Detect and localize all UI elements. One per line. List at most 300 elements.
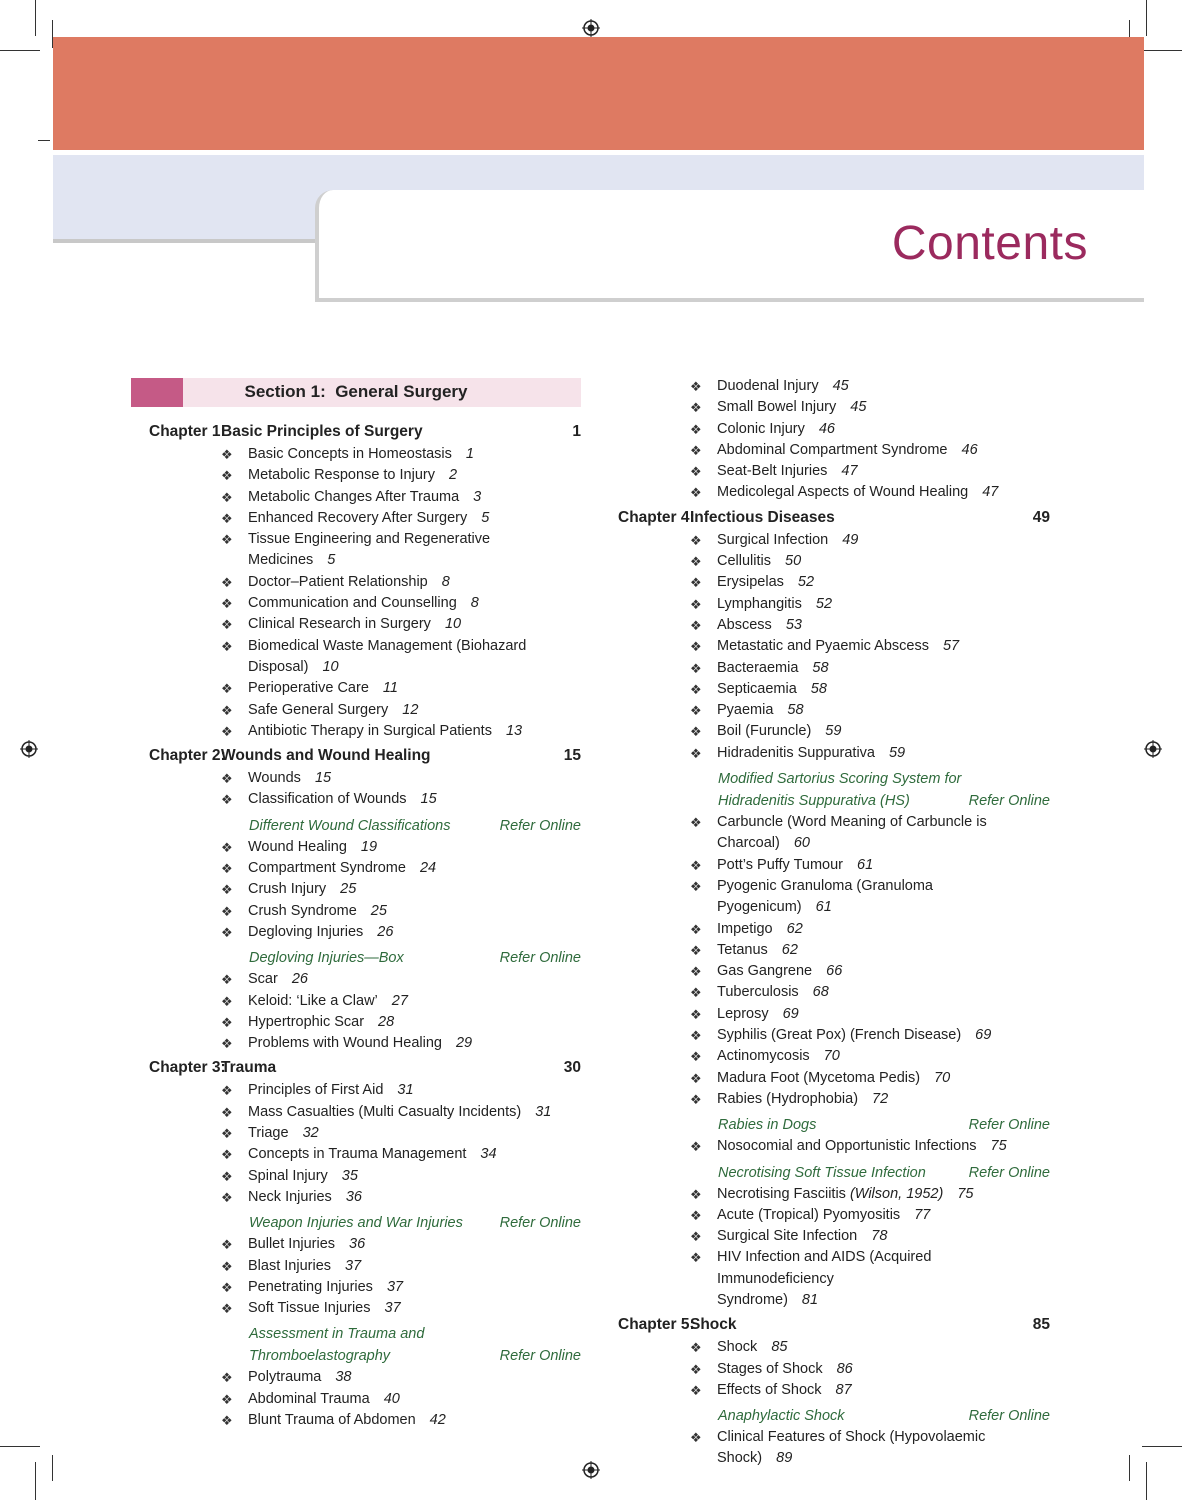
toc-item-title: Rabies (Hydrophobia) bbox=[717, 1090, 859, 1107]
toc-item bbox=[600, 461, 1050, 482]
diamond-bullet-icon: ❖ bbox=[221, 1126, 233, 1142]
contents-right-column bbox=[600, 376, 1050, 1470]
toc-item-title: Crush Injury bbox=[248, 881, 327, 898]
diamond-bullet-icon: ❖ bbox=[690, 921, 702, 937]
section-title bbox=[131, 382, 581, 402]
toc-item-page: 31 bbox=[535, 1103, 552, 1120]
toc-item-page: 89 bbox=[776, 1450, 793, 1467]
chapter-title: Infectious Diseases bbox=[690, 508, 835, 526]
refer-online-title: Modified Sartorius Scoring System for bbox=[718, 771, 962, 788]
toc-item bbox=[131, 614, 581, 635]
toc-item bbox=[600, 721, 1050, 742]
toc-item bbox=[131, 879, 581, 900]
diamond-bullet-icon: ❖ bbox=[221, 702, 233, 718]
toc-item-page: 78 bbox=[871, 1228, 888, 1245]
diamond-bullet-icon: ❖ bbox=[690, 400, 702, 416]
diamond-bullet-icon: ❖ bbox=[690, 1028, 702, 1044]
crop-mark bbox=[0, 1446, 40, 1447]
toc-item-title: Bullet Injuries bbox=[248, 1236, 336, 1253]
toc-item-page: 61 bbox=[857, 856, 874, 873]
toc-item-title: Soft Tissue Injuries bbox=[248, 1300, 371, 1317]
toc-item-page: 38 bbox=[335, 1369, 352, 1386]
header-color-band bbox=[53, 37, 1144, 150]
toc-item bbox=[600, 1046, 1050, 1067]
toc-item-title: Medicolegal Aspects of Wound Healing bbox=[717, 484, 969, 501]
diamond-bullet-icon: ❖ bbox=[221, 1237, 233, 1253]
toc-item-title: Problems with Wound Healing bbox=[248, 1035, 442, 1052]
chapter-heading bbox=[600, 506, 1050, 530]
diamond-bullet-icon: ❖ bbox=[690, 1139, 702, 1155]
toc-item-page: 86 bbox=[836, 1360, 853, 1377]
section-label: Section 1: bbox=[244, 382, 326, 401]
toc-item-page: 87 bbox=[835, 1381, 852, 1398]
toc-item-page: 15 bbox=[420, 791, 437, 808]
toc-item-title: Acute (Tropical) Pyomyositis bbox=[717, 1206, 901, 1223]
diamond-bullet-icon: ❖ bbox=[221, 1189, 233, 1205]
toc-item-title: Pyaemia bbox=[717, 702, 774, 719]
toc-item-page: 75 bbox=[957, 1185, 974, 1202]
toc-item-title: Principles of First Aid bbox=[248, 1082, 384, 1099]
toc-item-title: Necrotising Fasciitis bbox=[717, 1185, 846, 1202]
diamond-bullet-icon: ❖ bbox=[690, 815, 702, 831]
chapter-title: Basic Principles of Surgery bbox=[221, 423, 423, 440]
toc-item-page: 58 bbox=[787, 702, 804, 719]
toc-item-title: Neck Injuries bbox=[248, 1188, 332, 1205]
toc-item bbox=[600, 397, 1050, 418]
toc-item-page: 32 bbox=[302, 1125, 319, 1142]
toc-item bbox=[600, 1380, 1050, 1401]
toc-item bbox=[600, 982, 1050, 1003]
toc-item-page: 59 bbox=[888, 744, 906, 761]
registration-mark-icon bbox=[1144, 740, 1162, 758]
toc-item-title: Madura Foot (Mycetoma Pedis) bbox=[717, 1069, 921, 1086]
toc-item-title: Boil (Furuncle) bbox=[717, 723, 812, 740]
toc-item bbox=[600, 1226, 1050, 1247]
toc-item bbox=[600, 636, 1050, 657]
refer-online-label: Refer Online bbox=[499, 1215, 581, 1232]
diamond-bullet-icon: ❖ bbox=[690, 379, 702, 394]
toc-item-page: 8 bbox=[441, 573, 450, 590]
toc-item-title: Carbuncle (Word Meaning of Carbuncle is Charcoal) bbox=[717, 814, 987, 852]
toc-item-title: Stages of Shock bbox=[717, 1360, 823, 1377]
toc-item-title-continued: Syndrome) bbox=[717, 1291, 788, 1308]
toc-item-page: 46 bbox=[818, 420, 835, 437]
diamond-bullet-icon: ❖ bbox=[221, 972, 233, 988]
toc-item bbox=[600, 1089, 1050, 1110]
refer-online-entry bbox=[600, 764, 1050, 812]
diamond-bullet-icon: ❖ bbox=[221, 792, 233, 808]
diamond-bullet-icon: ❖ bbox=[690, 421, 702, 437]
diamond-bullet-icon: ❖ bbox=[690, 703, 702, 719]
toc-item-page: 81 bbox=[801, 1291, 819, 1308]
toc-item bbox=[131, 1256, 581, 1277]
toc-item-title: Nosocomial and Opportunistic Infections bbox=[717, 1138, 977, 1155]
toc-item bbox=[600, 1427, 1050, 1470]
toc-item-title: Effects of Shock bbox=[717, 1381, 822, 1398]
section-heading bbox=[131, 378, 581, 407]
refer-online-title: Degloving Injuries—Box bbox=[249, 950, 404, 967]
diamond-bullet-icon: ❖ bbox=[690, 1229, 702, 1245]
toc-item-title: Polytrauma bbox=[248, 1369, 322, 1386]
toc-item bbox=[131, 991, 581, 1012]
diamond-bullet-icon: ❖ bbox=[690, 878, 702, 894]
diamond-bullet-icon: ❖ bbox=[221, 447, 233, 462]
diamond-bullet-icon: ❖ bbox=[221, 882, 233, 898]
chapter-label: Chapter 3: bbox=[149, 1059, 226, 1077]
toc-item-page: 11 bbox=[382, 680, 398, 697]
diamond-bullet-icon: ❖ bbox=[221, 1168, 233, 1184]
toc-item bbox=[600, 940, 1050, 961]
toc-item bbox=[131, 1410, 581, 1431]
refer-online-label: Refer Online bbox=[968, 1408, 1050, 1425]
toc-item-title: Tetanus bbox=[717, 941, 768, 958]
diamond-bullet-icon: ❖ bbox=[690, 1382, 702, 1398]
toc-item bbox=[600, 551, 1050, 572]
diamond-bullet-icon: ❖ bbox=[221, 1147, 233, 1163]
section-name: General Surgery bbox=[335, 382, 468, 401]
diamond-bullet-icon: ❖ bbox=[690, 554, 702, 570]
registration-mark-icon bbox=[582, 19, 600, 37]
refer-online-label: Refer Online bbox=[499, 817, 581, 834]
refer-online-title: Hidradenitis Suppurativa (HS) bbox=[718, 793, 910, 810]
chapter-page: 1 bbox=[572, 423, 581, 440]
toc-item-title: Pott’s Puffy Tumour bbox=[717, 856, 843, 873]
toc-item-page: 2 bbox=[449, 467, 458, 484]
toc-item-page: 58 bbox=[810, 680, 827, 697]
diamond-bullet-icon: ❖ bbox=[690, 1430, 702, 1446]
toc-item-page: 62 bbox=[786, 920, 803, 937]
contents-left-column bbox=[131, 376, 581, 1431]
diamond-bullet-icon: ❖ bbox=[690, 575, 702, 591]
toc-item-title: Tuberculosis bbox=[717, 984, 799, 1001]
toc-item bbox=[131, 636, 581, 679]
toc-item-page: 26 bbox=[291, 971, 308, 988]
diamond-bullet-icon: ❖ bbox=[690, 596, 702, 612]
toc-item-page: 52 bbox=[815, 595, 833, 612]
toc-item-title: Septicaemia bbox=[717, 680, 797, 697]
toc-item-page: 59 bbox=[825, 723, 842, 740]
diamond-bullet-icon: ❖ bbox=[690, 660, 702, 676]
crop-mark bbox=[52, 1455, 53, 1481]
chapter-title: Trauma bbox=[221, 1059, 277, 1077]
toc-item-page: 25 bbox=[370, 902, 387, 919]
refer-online-label: Refer Online bbox=[968, 1164, 1050, 1181]
diamond-bullet-icon: ❖ bbox=[690, 1207, 702, 1223]
toc-item-page: 36 bbox=[349, 1236, 366, 1253]
toc-item-page: 27 bbox=[391, 992, 408, 1009]
refer-online-entry bbox=[600, 1401, 1050, 1427]
toc-item bbox=[131, 721, 581, 742]
toc-item bbox=[131, 529, 581, 572]
toc-item bbox=[131, 1123, 581, 1144]
refer-online-entry bbox=[131, 811, 581, 837]
diamond-bullet-icon: ❖ bbox=[690, 442, 702, 458]
toc-item bbox=[131, 1102, 581, 1123]
toc-item-title: Keloid: ‘Like a Claw’ bbox=[248, 992, 378, 1009]
diamond-bullet-icon: ❖ bbox=[221, 771, 233, 787]
toc-item-page: 26 bbox=[377, 923, 394, 940]
toc-item-title: Mass Casualties (Multi Casualty Incidents) bbox=[248, 1103, 522, 1120]
toc-item bbox=[131, 789, 581, 810]
toc-item bbox=[131, 572, 581, 593]
crop-mark bbox=[1142, 50, 1182, 51]
toc-item bbox=[131, 901, 581, 922]
toc-item bbox=[131, 1234, 581, 1255]
toc-item-title: Cellulitis bbox=[717, 553, 771, 570]
diamond-bullet-icon: ❖ bbox=[690, 681, 702, 697]
toc-item-page: 25 bbox=[340, 881, 357, 898]
refer-online-entry bbox=[600, 1110, 1050, 1136]
diamond-bullet-icon: ❖ bbox=[221, 1370, 233, 1386]
toc-item-page: 12 bbox=[402, 701, 419, 718]
chapter-label: Chapter 2: bbox=[149, 747, 226, 765]
toc-item-title: Surgical Site Infection bbox=[717, 1228, 858, 1245]
toc-item-title: Syphilis (Great Pox) (French Disease) bbox=[717, 1027, 962, 1044]
toc-item bbox=[600, 1184, 1050, 1205]
diamond-bullet-icon: ❖ bbox=[690, 532, 702, 548]
toc-item-page: 47 bbox=[841, 463, 858, 480]
toc-item bbox=[131, 922, 581, 943]
diamond-bullet-icon: ❖ bbox=[690, 464, 702, 480]
diamond-bullet-icon: ❖ bbox=[690, 485, 702, 501]
toc-item bbox=[131, 508, 581, 529]
refer-online-title: Rabies in Dogs bbox=[718, 1117, 817, 1134]
toc-item bbox=[600, 1068, 1050, 1089]
registration-mark-icon bbox=[20, 740, 38, 758]
refer-online-label: Refer Online bbox=[968, 793, 1050, 810]
crop-mark bbox=[38, 140, 50, 141]
toc-item-page: 70 bbox=[823, 1048, 840, 1065]
toc-item-title: Metabolic Changes After Trauma bbox=[248, 488, 460, 505]
toc-item-citation: (Wilson, 1952) bbox=[849, 1185, 944, 1202]
toc-item bbox=[131, 768, 581, 789]
refer-online-entry bbox=[131, 1208, 581, 1234]
diamond-bullet-icon: ❖ bbox=[221, 617, 233, 633]
toc-item-page: 60 bbox=[793, 835, 810, 852]
toc-item bbox=[131, 1367, 581, 1388]
toc-item bbox=[600, 812, 1050, 855]
toc-item-title: Small Bowel Injury bbox=[717, 399, 837, 416]
toc-item-title: Enhanced Recovery After Surgery bbox=[248, 509, 468, 526]
diamond-bullet-icon: ❖ bbox=[221, 596, 233, 612]
chapter-label: Chapter 1: bbox=[149, 423, 226, 440]
toc-item bbox=[131, 1033, 581, 1054]
diamond-bullet-icon: ❖ bbox=[690, 1340, 702, 1356]
toc-item-title: HIV Infection and AIDS (Acquired Immunodeficiency bbox=[717, 1249, 932, 1287]
diamond-bullet-icon: ❖ bbox=[690, 724, 702, 740]
toc-item bbox=[131, 444, 581, 465]
toc-item-page: 31 bbox=[397, 1082, 414, 1099]
toc-item-page: 69 bbox=[782, 1005, 799, 1022]
chapter-heading bbox=[131, 744, 581, 768]
toc-item-title: Seat-Belt Injuries bbox=[717, 463, 828, 480]
toc-item-title: Crush Syndrome bbox=[248, 902, 357, 919]
chapter-title: Wounds and Wound Healing bbox=[221, 747, 431, 765]
toc-item-title: Classification of Wounds bbox=[248, 791, 407, 808]
toc-item-page: 62 bbox=[781, 941, 798, 958]
toc-item-page: 19 bbox=[360, 838, 378, 855]
chapter-label: Chapter 4: bbox=[618, 508, 695, 526]
toc-item bbox=[131, 678, 581, 699]
toc-item bbox=[600, 594, 1050, 615]
toc-item bbox=[131, 969, 581, 990]
toc-item-page: 10 bbox=[322, 658, 339, 675]
refer-online-title: Weapon Injuries and War Injuries bbox=[249, 1215, 463, 1232]
toc-item bbox=[600, 530, 1050, 551]
diamond-bullet-icon: ❖ bbox=[221, 1279, 233, 1295]
toc-item bbox=[600, 1025, 1050, 1046]
toc-item-title: Gas Gangrene bbox=[717, 963, 813, 980]
toc-item-title: Colonic Injury bbox=[717, 420, 805, 437]
crop-mark bbox=[0, 50, 40, 51]
toc-item bbox=[600, 376, 1050, 397]
toc-item-title: Antibiotic Therapy in Surgical Patients bbox=[248, 722, 492, 739]
toc-item-title: Biomedical Waste Management (Biohazard Disposal) bbox=[248, 637, 527, 675]
toc-item-title: Erysipelas bbox=[717, 574, 784, 591]
toc-item-page: 70 bbox=[934, 1069, 951, 1086]
toc-item-page: 66 bbox=[826, 963, 843, 980]
toc-item-page: 40 bbox=[383, 1390, 400, 1407]
toc-item-title: Compartment Syndrome bbox=[248, 860, 406, 877]
toc-item bbox=[131, 1187, 581, 1208]
toc-item bbox=[600, 855, 1050, 876]
chapter-page: 49 bbox=[1032, 508, 1050, 526]
toc-item-title: Basic Concepts in Homeostasis bbox=[248, 446, 452, 462]
toc-item-title: Spinal Injury bbox=[248, 1167, 328, 1184]
toc-item-title: Clinical Features of Shock (Hypovolaemic Shock) bbox=[717, 1429, 986, 1467]
toc-item-page: 5 bbox=[327, 552, 336, 569]
toc-item bbox=[600, 700, 1050, 721]
diamond-bullet-icon: ❖ bbox=[221, 489, 233, 505]
diamond-bullet-icon: ❖ bbox=[221, 468, 233, 484]
toc-item bbox=[600, 1337, 1050, 1358]
toc-item-title: Metastatic and Pyaemic Abscess bbox=[717, 638, 929, 655]
toc-item bbox=[131, 837, 581, 858]
toc-item bbox=[600, 743, 1050, 764]
toc-item-page: 50 bbox=[785, 553, 802, 570]
toc-item-page: 69 bbox=[975, 1027, 992, 1044]
toc-item-title: Hidradenitis Suppurativa bbox=[717, 744, 875, 761]
toc-item bbox=[131, 1277, 581, 1298]
refer-online-label: Refer Online bbox=[968, 1117, 1050, 1134]
refer-online-title: Anaphylactic Shock bbox=[718, 1408, 845, 1425]
toc-item-page: 49 bbox=[842, 531, 859, 548]
toc-item-title: Surgical Infection bbox=[717, 531, 829, 548]
toc-item-title: Scar bbox=[248, 971, 278, 988]
toc-item-page: 15 bbox=[314, 770, 332, 787]
refer-online-entry bbox=[131, 1319, 581, 1367]
chapter-heading bbox=[131, 420, 581, 444]
toc-item-title: Safe General Surgery bbox=[248, 701, 389, 718]
toc-item-page: 34 bbox=[480, 1146, 497, 1163]
toc-item-page: 45 bbox=[832, 378, 849, 394]
toc-item-title: Blunt Trauma of Abdomen bbox=[248, 1411, 416, 1428]
diamond-bullet-icon: ❖ bbox=[221, 1036, 233, 1052]
toc-item bbox=[600, 1247, 1050, 1311]
chapter-heading bbox=[131, 1056, 581, 1080]
toc-item-page: 61 bbox=[815, 899, 832, 916]
toc-item-page: 5 bbox=[481, 509, 490, 526]
diamond-bullet-icon: ❖ bbox=[221, 1258, 233, 1274]
toc-item bbox=[600, 1136, 1050, 1157]
toc-item-page: 46 bbox=[961, 441, 978, 458]
diamond-bullet-icon: ❖ bbox=[221, 638, 233, 654]
toc-item-title: Leprosy bbox=[717, 1005, 769, 1022]
toc-item-title: Actinomycosis bbox=[717, 1048, 810, 1065]
chapter-page: 30 bbox=[563, 1059, 581, 1077]
toc-item-title: Clinical Research in Surgery bbox=[248, 616, 431, 633]
diamond-bullet-icon: ❖ bbox=[221, 1301, 233, 1317]
toc-item-page: 37 bbox=[386, 1278, 404, 1295]
toc-item-page: 24 bbox=[419, 860, 437, 877]
toc-item-title: Lymphangitis bbox=[717, 595, 802, 612]
crop-mark bbox=[1129, 1455, 1130, 1481]
toc-item bbox=[600, 679, 1050, 700]
diamond-bullet-icon: ❖ bbox=[221, 532, 233, 548]
diamond-bullet-icon: ❖ bbox=[690, 985, 702, 1001]
toc-item-title: Communication and Counselling bbox=[248, 595, 457, 612]
crop-mark bbox=[1146, 1462, 1147, 1500]
diamond-bullet-icon: ❖ bbox=[690, 1049, 702, 1065]
crop-mark bbox=[35, 1462, 36, 1500]
toc-item bbox=[131, 487, 581, 508]
diamond-bullet-icon: ❖ bbox=[221, 1391, 233, 1407]
toc-item bbox=[131, 700, 581, 721]
toc-item-title: Perioperative Care bbox=[248, 680, 369, 697]
toc-item-title: Duodenal Injury bbox=[717, 378, 819, 394]
refer-online-entry bbox=[131, 943, 581, 969]
toc-item bbox=[131, 593, 581, 614]
toc-item-page: 42 bbox=[429, 1411, 446, 1428]
toc-item-page: 85 bbox=[771, 1339, 788, 1356]
toc-item bbox=[600, 1205, 1050, 1226]
toc-item bbox=[600, 440, 1050, 461]
toc-item-title: Impetigo bbox=[717, 920, 773, 937]
toc-item bbox=[600, 961, 1050, 982]
diamond-bullet-icon: ❖ bbox=[221, 681, 233, 697]
toc-item bbox=[131, 858, 581, 879]
toc-item-page: 75 bbox=[990, 1138, 1007, 1155]
toc-item-page: 37 bbox=[345, 1257, 362, 1274]
toc-item bbox=[131, 1298, 581, 1319]
toc-item-page: 52 bbox=[797, 574, 815, 591]
diamond-bullet-icon: ❖ bbox=[690, 617, 702, 633]
toc-item-title: Metabolic Response to Injury bbox=[248, 467, 435, 484]
toc-item-page: 35 bbox=[341, 1167, 358, 1184]
toc-item-page: 77 bbox=[914, 1206, 931, 1223]
toc-item-title: Pyogenic Granuloma (Granuloma Pyogenicum) bbox=[717, 877, 933, 916]
toc-item bbox=[600, 658, 1050, 679]
toc-item-page: 28 bbox=[378, 1013, 395, 1030]
toc-item-title: Shock bbox=[717, 1339, 758, 1356]
toc-item-page: 3 bbox=[473, 488, 482, 505]
toc-item-page: 68 bbox=[812, 984, 829, 1001]
toc-item bbox=[131, 1012, 581, 1033]
toc-item-title: Wound Healing bbox=[248, 838, 347, 855]
toc-item bbox=[131, 1144, 581, 1165]
toc-item-title: Doctor–Patient Relationship bbox=[248, 573, 428, 590]
toc-item-title: Penetrating Injuries bbox=[248, 1278, 373, 1295]
refer-online-title: Assessment in Trauma and bbox=[249, 1326, 425, 1343]
chapter-label: Chapter 5: bbox=[618, 1316, 695, 1334]
toc-item bbox=[600, 482, 1050, 503]
toc-item bbox=[131, 1166, 581, 1187]
toc-item-page: 8 bbox=[470, 595, 479, 612]
toc-item-title: Wounds bbox=[248, 770, 301, 787]
diamond-bullet-icon: ❖ bbox=[690, 1186, 702, 1202]
toc-item bbox=[600, 572, 1050, 593]
chapter-page: 85 bbox=[1032, 1316, 1050, 1334]
